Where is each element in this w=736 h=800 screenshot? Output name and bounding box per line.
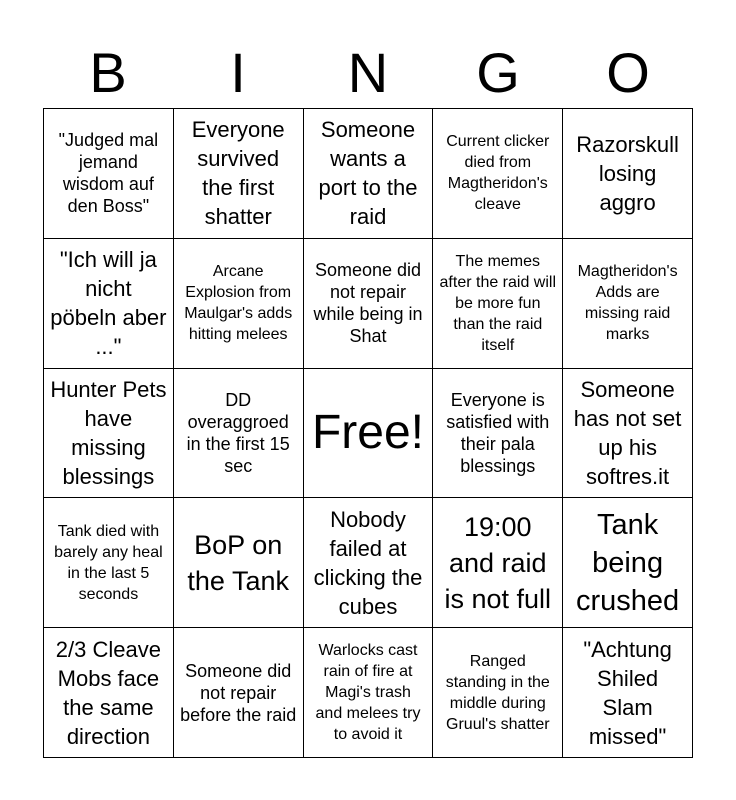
bingo-cell-5[interactable] [563, 109, 693, 239]
bingo-cell-18[interactable] [304, 498, 434, 628]
bingo-cell-text: Someone has not set up his softres.it [573, 376, 682, 489]
bingo-cell-21[interactable] [44, 628, 174, 758]
bingo-cell-text: 19:00 and raid is not full [444, 511, 552, 614]
bingo-cell-3[interactable] [304, 109, 434, 239]
bingo-cell-text: Nobody failed at clicking the cubes [313, 506, 423, 619]
bingo-cell-text: Hunter Pets have missing blessings [50, 376, 167, 489]
bingo-cell-text: Tank being crushed [576, 508, 680, 617]
header-letter-b: B [89, 41, 127, 104]
bingo-cell-text: Everyone is satisfied with their pala blessings [446, 389, 550, 476]
bingo-cell-text: BoP on the Tank [187, 529, 289, 596]
header-letter-i: I [230, 41, 246, 104]
bingo-cell-7[interactable] [174, 239, 304, 369]
bingo-cell-22[interactable] [174, 628, 304, 758]
bingo-cell-4[interactable] [433, 109, 563, 239]
bingo-cell-16[interactable] [44, 498, 174, 628]
header-letter-g: G [476, 41, 520, 104]
bingo-cell-text: 2/3 Cleave Mobs face the same direction [55, 636, 161, 749]
bingo-cell-6[interactable] [44, 239, 174, 369]
bingo-cell-25[interactable] [563, 628, 693, 758]
bingo-cell-text: Warlocks cast rain of fire at Magi's trash and melees try to avoid it [315, 642, 421, 744]
free-space-label: Free! [311, 405, 424, 459]
bingo-cell-2[interactable] [174, 109, 304, 239]
bingo-cell-8[interactable] [304, 239, 434, 369]
bingo-cell-17[interactable] [174, 498, 304, 628]
bingo-cell-15[interactable] [563, 369, 693, 499]
bingo-cell-text: Someone wants a port to the raid [318, 117, 418, 230]
bingo-card-grid [43, 108, 693, 758]
bingo-cell-text: "Achtung Shiled Slam missed" [583, 636, 672, 749]
bingo-cell-text: Arcane Explosion from Maulgar's adds hitting melees [184, 263, 293, 344]
bingo-cell-text: Someone did not repair while being in Shat [313, 260, 423, 347]
bingo-cell-23[interactable] [304, 628, 434, 758]
bingo-cell-24[interactable] [433, 628, 563, 758]
bingo-cell-text: Everyone survived the first shatter [191, 117, 285, 230]
bingo-cell-11[interactable] [44, 369, 174, 499]
bingo-cell-1[interactable] [44, 109, 174, 239]
bingo-cell-text: DD overaggroed in the first 15 sec [186, 389, 290, 476]
header-letter-o: O [606, 41, 650, 104]
bingo-cell-text: "Judged mal jemand wisdom auf den Boss" [58, 130, 159, 217]
bingo-cell-text: Current clicker died from Magtheridon's cleave [446, 133, 550, 214]
bingo-cell-text: Razorskull losing aggro [576, 131, 679, 215]
bingo-cell-text: The memes after the raid will be more fun than the raid itself [439, 252, 557, 354]
bingo-cell-text: "Ich will ja nicht pöbeln aber ..." [50, 247, 167, 360]
bingo-cell-9[interactable] [433, 239, 563, 369]
bingo-cell-text: Magtheridon's Adds are missing raid marks [577, 263, 678, 344]
header-letter-n: N [347, 41, 389, 104]
bingo-header [43, 38, 693, 108]
bingo-cell-14[interactable] [433, 369, 563, 499]
bingo-cell-12[interactable] [174, 369, 304, 499]
bingo-cell-10[interactable] [563, 239, 693, 369]
bingo-cell-text: Someone did not repair before the raid [180, 660, 297, 725]
bingo-cell-text: Tank died with barely any heal in the last 5 seconds [54, 522, 163, 603]
bingo-free-space[interactable] [304, 369, 434, 499]
bingo-cell-text: Ranged standing in the middle during Gruul's shatter [445, 652, 550, 733]
bingo-cell-20[interactable] [563, 498, 693, 628]
bingo-cell-19[interactable] [433, 498, 563, 628]
